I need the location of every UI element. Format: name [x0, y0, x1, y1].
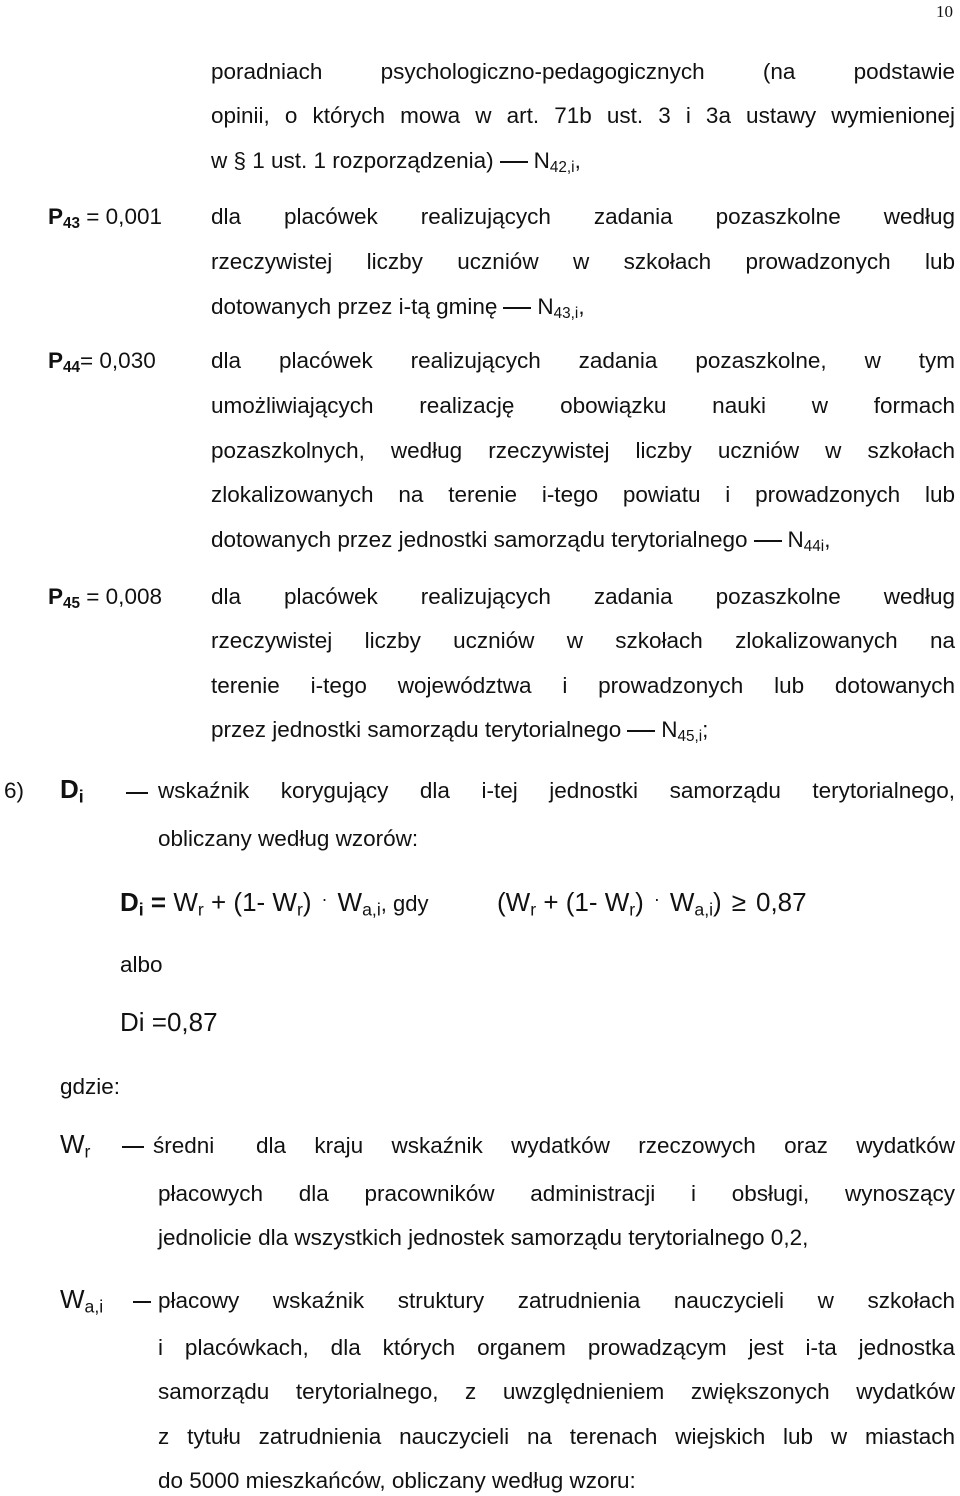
wai-line-3: samorządu terytorialnego, z uwzględnieniem zwiększonych wydatków	[158, 1379, 955, 1404]
p44-line-4: zlokalizowanych na terenie i-tego powiatu i prowadzonych lub	[211, 482, 955, 507]
item6-symbol: $D_i$	[60, 774, 84, 807]
wr-line-1: dla kraju wskaźnik wydatków rzeczowych oraz wydatków	[256, 1133, 955, 1158]
wai-line-4: z tytułu zatrudnienia nauczycieli na terenach wiejskich lub w miastach	[158, 1424, 955, 1449]
item6-number: 6)	[4, 778, 25, 803]
em-dash	[503, 307, 531, 309]
wai-line-5: do 5000 mieszkańców, obliczany według wzoru:	[158, 1468, 636, 1493]
p45-line-2: rzeczywistej liczby uczniów w szkołach zlokalizowanych na	[211, 628, 955, 653]
formula-condition: ($W_r + (1-$ $W_r) \cdot W_{a,i}) \ge 0,87$	[497, 887, 807, 920]
wr-line-2: płacowych dla pracowników administracji i obsługi, wynoszący	[158, 1181, 955, 1206]
item6-line-2: obliczany według wzorów:	[158, 826, 419, 851]
p45-label: $P_{45} = 0,008$	[48, 584, 162, 612]
wai-line-1: płacowy wskaźnik struktury zatrudnienia nauczycieli w szkołach	[158, 1288, 955, 1313]
di-alternative: Di =0,87	[120, 1007, 218, 1037]
p45-line-1: dla placówek realizujących zadania pozaszkolne według	[211, 584, 955, 609]
wr-symbol: $W_r$	[60, 1129, 91, 1162]
multiplication-dot: ·	[321, 889, 328, 909]
multiplication-dot: ·	[653, 889, 660, 909]
wai-line-2: i placówkach, dla których organem prowadzącym jest i-ta jednostka	[158, 1335, 955, 1360]
page-number: 10	[936, 2, 953, 21]
p43-line-3: dotowanych przez i-tą gminę $N_{43,i}$,	[211, 294, 585, 322]
block1-line-3: w § 1 ust. 1 rozporządzenia) $N_{42,i}$,	[211, 148, 581, 176]
p44-label: $P_{44}= 0,030$	[48, 348, 156, 376]
p44-line-1: dla placówek realizujących zadania pozaszkolne, w tym	[211, 348, 955, 373]
wr-line-1-first: średni	[153, 1133, 215, 1158]
gdzie-label: gdzie:	[60, 1074, 121, 1099]
p45-line-4: przez jednostki samorządu terytorialnego $N_{45,i}$;	[211, 717, 709, 745]
p43-line-2: rzeczywistej liczby uczniów w szkołach prowadzonych lub	[211, 249, 955, 274]
p43-label: $P_{43} = 0,001$	[48, 204, 162, 232]
p44-line-3: pozaszkolnych, według rzeczywistej liczby uczniów w szkołach	[211, 438, 955, 463]
block1-line-1: poradniach psychologiczno-pedagogicznych (na podstawie	[211, 59, 955, 84]
em-dash	[500, 161, 528, 163]
p44-line-5: dotowanych przez jednostki samorządu terytorialnego $N_{44i}$,	[211, 527, 831, 555]
formula: $D_i = W_r + (1-$ $W_r) \cdot W_{a,i}$, gdy	[120, 887, 429, 920]
block1-line-2: opinii, o których mowa w art. 71b ust. 3 i 3a ustawy wymienionej	[211, 103, 955, 128]
p43-line-1: dla placówek realizujących zadania pozaszkolne według	[211, 204, 955, 229]
em-dash	[126, 792, 148, 794]
item6-line-1: wskaźnik korygujący dla i-tej jednostki samorządu terytorialnego,	[158, 778, 955, 803]
wr-line-3: jednolicie dla wszystkich jednostek samorządu terytorialnego 0,2,	[158, 1225, 809, 1250]
em-dash	[754, 540, 782, 542]
p45-line-3: terenie i-tego województwa i prowadzonych lub dotowanych	[211, 673, 955, 698]
em-dash	[133, 1301, 151, 1303]
em-dash	[122, 1146, 144, 1148]
p44-line-2: umożliwiających realizację obowiązku nauki w formach	[211, 393, 955, 418]
em-dash	[627, 730, 655, 732]
wai-symbol: $W_{a,i}$	[60, 1284, 104, 1317]
albo-text: albo	[120, 952, 163, 977]
